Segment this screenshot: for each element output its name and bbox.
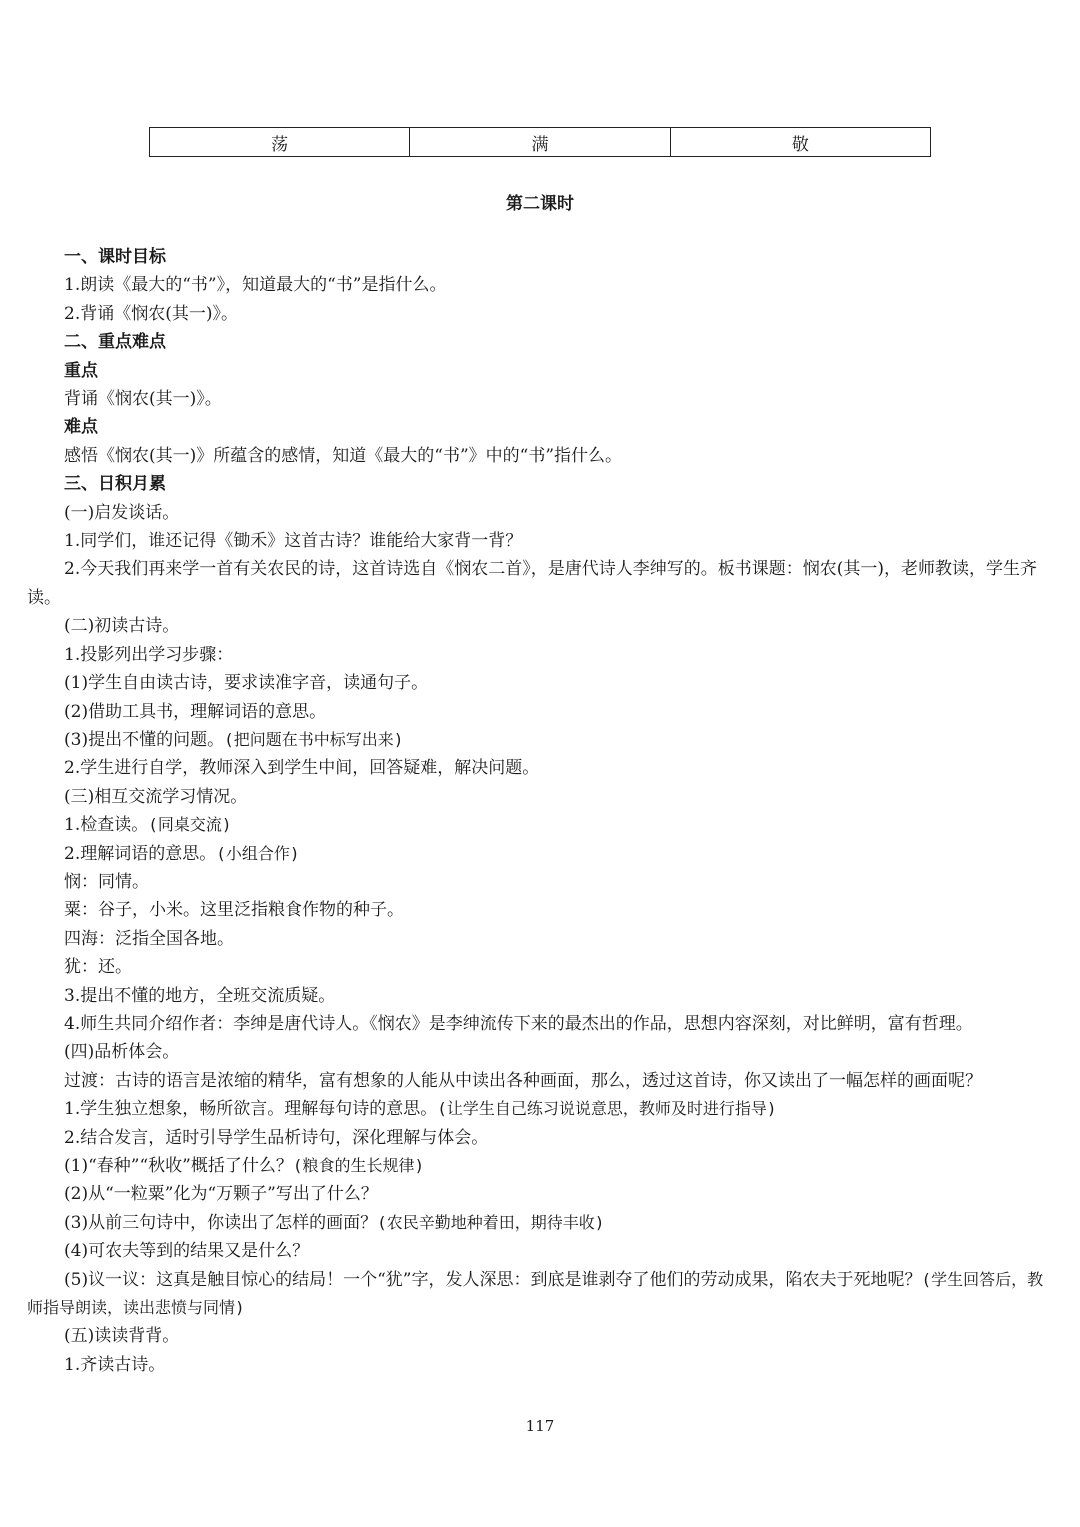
character-table-row xyxy=(150,128,931,157)
paragraph-text: 重点 xyxy=(64,360,98,381)
body-paragraph xyxy=(27,1152,1057,1180)
paragraph-text: 2.背诵《悯农(其一)》。 xyxy=(64,303,238,324)
body-paragraph xyxy=(27,1266,1057,1323)
paragraph-text: 三、日积月累 xyxy=(64,474,166,495)
section-heading xyxy=(27,470,1057,498)
paragraph-text: 2.结合发言，适时引导学生品析诗句，深化理解与体会。 xyxy=(64,1127,489,1148)
paragraph-text: 感悟《悯农(其一)》所蕴含的感情，知道《最大的“书”》中的“书”指什么。 xyxy=(64,445,623,466)
body-paragraph xyxy=(27,271,1057,299)
paragraph-text: 粟：谷子，小米。这里泛指粮食作物的种子。 xyxy=(64,900,404,921)
paragraph-text: 4.师生共同介绍作者：李绅是唐代诗人。《悯农》是李绅流传下来的最杰出的作品，思想内容深刻，对比鲜明，富有哲理。 xyxy=(64,1013,973,1034)
lesson-title: 第二课时 xyxy=(506,194,574,214)
paragraph-text: 难点 xyxy=(64,417,98,438)
character-cell: 荡 xyxy=(150,128,410,157)
paragraph-text: 1.学生独立想象，畅所欲言。理解每句诗的意思。 xyxy=(64,1099,438,1120)
body-paragraph xyxy=(27,811,1057,839)
paragraph-text: 1.朗读《最大的“书”》，知道最大的“书”是指什么。 xyxy=(64,275,447,296)
teaching-note: (粮食的生长规律) xyxy=(292,1156,425,1175)
body-paragraph xyxy=(27,1237,1057,1265)
section-heading xyxy=(27,243,1057,271)
body-paragraph xyxy=(27,726,1057,754)
paragraph-text: (一)启发谈话。 xyxy=(64,502,180,523)
character-cell: 敬 xyxy=(670,128,930,157)
section-heading xyxy=(27,413,1057,441)
teaching-note: (小组合作) xyxy=(216,843,300,863)
paragraph-text: 背诵《悯农(其一)》。 xyxy=(64,389,222,410)
body-paragraph xyxy=(27,1322,1057,1350)
body-paragraph xyxy=(27,840,1057,868)
body-paragraph xyxy=(27,669,1057,697)
paragraph-text: 3.提出不懂的地方，全班交流质疑。 xyxy=(64,985,336,1006)
paragraph-text: (4)可农夫等到的结果又是什么？ xyxy=(64,1241,310,1262)
paragraph-text: 犹：还。 xyxy=(64,957,132,978)
paragraph-text: 四海：泛指全国各地。 xyxy=(64,928,234,949)
teaching-note: (让学生自己练习说说意思，教师及时进行指导) xyxy=(437,1099,777,1119)
body-paragraph xyxy=(27,442,1057,470)
paragraph-text: 悯：同情。 xyxy=(64,871,149,892)
paragraph-text: (二)初读古诗。 xyxy=(64,616,180,637)
paragraph-text: 1.投影列出学习步骤： xyxy=(64,644,234,665)
body-paragraph xyxy=(27,527,1057,555)
body-paragraph xyxy=(27,1067,1057,1095)
body-paragraph xyxy=(27,555,1057,612)
paragraph-text: 1.齐读古诗。 xyxy=(64,1354,166,1375)
section-heading xyxy=(27,357,1057,385)
body-paragraph xyxy=(27,925,1057,953)
paragraph-text: 2.今天我们再来学一首有关农民的诗，这首诗选自《悯农二首》，是唐代诗人李绅写的。板书课题：悯农(其一)，老师教读，学生齐读。 xyxy=(27,559,1037,608)
paragraph-text: (1)“春种”“秋收”概括了什么？ xyxy=(64,1156,293,1176)
body-paragraph xyxy=(27,641,1057,669)
character-table xyxy=(149,127,931,157)
paragraph-text: 过渡：古诗的语言是浓缩的精华，富有想象的人能从中读出各种画面，那么，透过这首诗，你又读出了一幅怎样的画面呢？ xyxy=(64,1070,982,1091)
paragraph-text: 1.同学们，谁还记得《锄禾》这首古诗？谁能给大家背一背？ xyxy=(64,531,523,552)
paragraph-text: 2.理解词语的意思。 xyxy=(64,843,217,864)
paragraph-text: (3)从前三句诗中，你读出了怎样的画面？ xyxy=(64,1212,378,1233)
paragraph-text: 1.检查读。 xyxy=(64,815,149,836)
body-paragraph xyxy=(27,1010,1057,1038)
body-paragraph xyxy=(27,754,1057,782)
page-number: 117 xyxy=(525,1417,555,1435)
paragraph-text: 二、重点难点 xyxy=(64,332,166,353)
body-paragraph xyxy=(27,1095,1057,1123)
body-paragraph xyxy=(27,385,1057,413)
teaching-note: (农民辛勤地种着田，期待丰收) xyxy=(377,1212,605,1232)
body-paragraph xyxy=(27,953,1057,981)
body-paragraph xyxy=(27,868,1057,896)
lesson-plan-body xyxy=(27,243,1057,1379)
body-paragraph xyxy=(27,896,1057,924)
paragraph-text: (2)从“一粒粟”化为“万颗子”写出了什么？ xyxy=(64,1184,378,1205)
paragraph-text: (四)品析体会。 xyxy=(64,1042,180,1063)
body-paragraph xyxy=(27,300,1057,328)
body-paragraph xyxy=(27,612,1057,640)
paragraph-text: 一、课时目标 xyxy=(64,247,166,267)
paragraph-text: (5)议一议：这真是触目惊心的结局！一个“犹”字，发人深思：到底是谁剥夺了他们的劳动成果，陷农夫于死地呢？ xyxy=(64,1269,922,1290)
body-paragraph xyxy=(27,1038,1057,1066)
body-paragraph xyxy=(27,982,1057,1010)
paragraph-text: 2.学生进行自学，教师深入到学生中间，回答疑难，解决问题。 xyxy=(64,758,540,779)
teaching-note: (把问题在书中标写出来) xyxy=(224,729,404,749)
paragraph-text: (3)提出不懂的问题。 xyxy=(64,729,225,750)
teaching-note: (同桌交流) xyxy=(148,815,232,835)
character-cell: 满 xyxy=(410,128,670,157)
body-paragraph xyxy=(27,698,1057,726)
paragraph-text: (五)读读背背。 xyxy=(64,1326,180,1347)
body-paragraph xyxy=(27,1351,1057,1379)
body-paragraph xyxy=(27,1209,1057,1237)
paragraph-text: (1)学生自由读古诗，要求读准字音，读通句子。 xyxy=(64,673,429,694)
section-heading xyxy=(27,328,1057,356)
body-paragraph xyxy=(27,1124,1057,1152)
body-paragraph xyxy=(27,783,1057,811)
body-paragraph xyxy=(27,499,1057,527)
body-paragraph xyxy=(27,1180,1057,1208)
paragraph-text: (三)相互交流学习情况。 xyxy=(64,786,248,807)
teaching-note: (学生回答后，教师指导朗读，读出悲愤与同情) xyxy=(27,1269,1044,1318)
paragraph-text: (2)借助工具书，理解词语的意思。 xyxy=(64,701,327,722)
